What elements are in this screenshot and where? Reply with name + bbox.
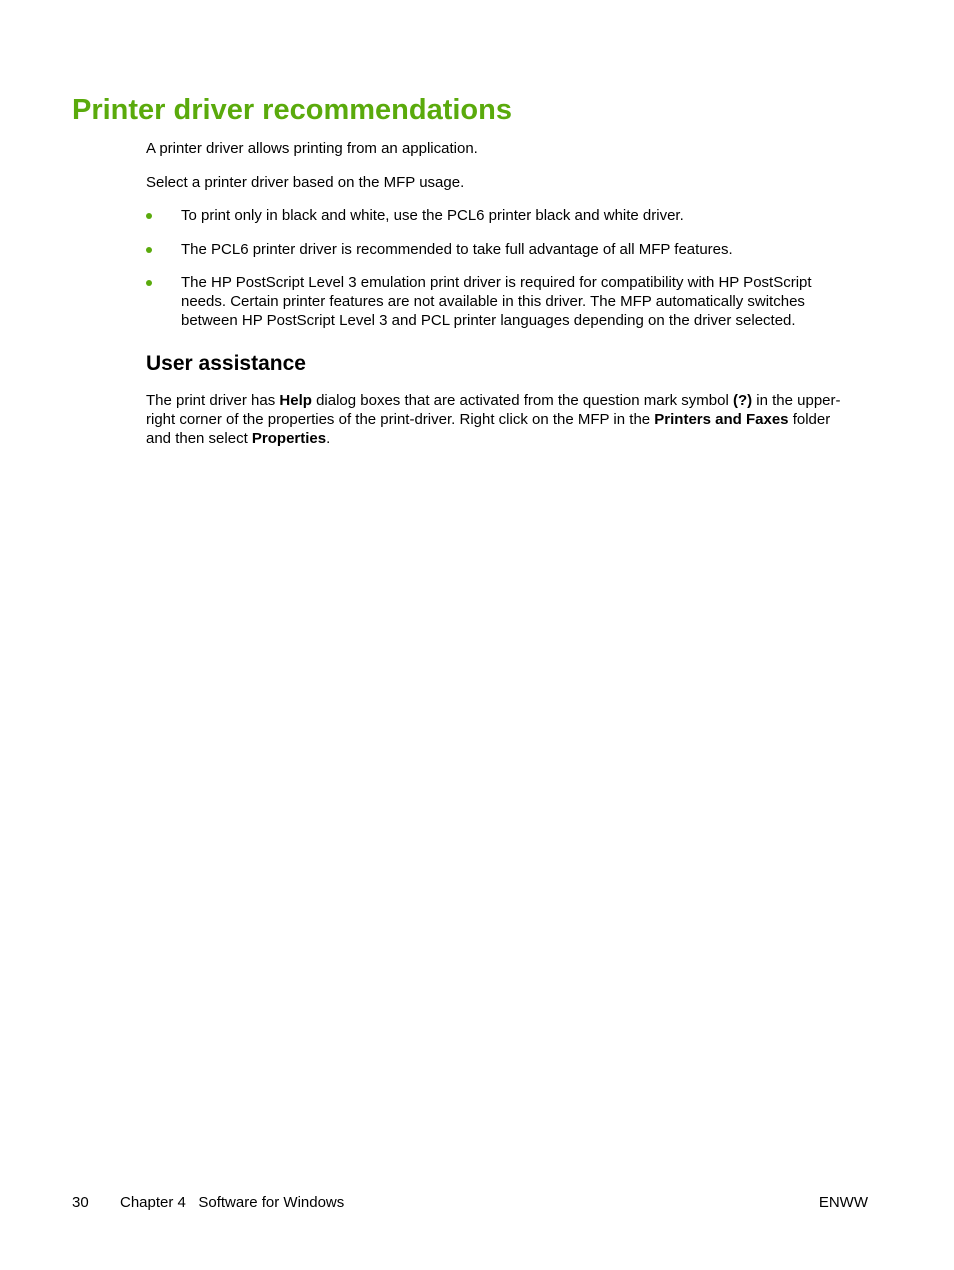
bullet-dot-icon: [146, 247, 152, 253]
printers-and-faxes-term: Printers and Faxes: [654, 411, 789, 428]
footer-page-number: 30: [72, 1194, 89, 1211]
bullet-dot-icon: [146, 213, 152, 219]
text-run: The print driver has: [146, 392, 280, 409]
bullet-1-line-1: To print only in black and white, use the PCL6 printer black and white driver.: [181, 207, 684, 224]
bullet-dot-icon: [146, 280, 152, 286]
section-heading-user-assistance: User assistance: [146, 352, 306, 375]
text-run: folder: [788, 411, 831, 428]
text-run: in the upper-: [752, 392, 841, 409]
properties-term: Properties: [251, 430, 327, 447]
footer-chapter-title: Chapter 4 Software for Windows: [120, 1194, 345, 1211]
user-assistance-line-3: [146, 429, 874, 448]
intro-paragraph-2: Select a printer driver based on the MFP usage.: [146, 174, 465, 191]
user-assistance-paragraph: [146, 391, 874, 448]
bullet-3-line-1: The HP PostScript Level 3 emulation print driver is required for compatibility with HP PostScript: [181, 274, 812, 291]
page-title: Printer driver recommendations: [72, 94, 512, 126]
user-assistance-line-1: [146, 391, 874, 410]
bullet-list: [146, 206, 866, 345]
footer-language-code: ENWW: [818, 1194, 868, 1211]
intro-paragraph-1: A printer driver allows printing from an application.: [146, 140, 478, 157]
bullet-2-line-1: The PCL6 printer driver is recommended to take full advantage of all MFP features.: [181, 240, 733, 258]
text-run: dialog boxes that are activated from the question mark symbol: [311, 392, 733, 409]
bullet-item-2: [146, 240, 866, 259]
text-run: .: [326, 430, 331, 447]
bullet-item-3: [146, 273, 866, 330]
text-run: and then select: [146, 430, 252, 447]
bullet-item-1: [146, 206, 866, 225]
text-run: right corner of the properties of the print-driver. Right click on the MFP in the: [146, 411, 655, 428]
help-term: Help: [279, 392, 312, 409]
bullet-3-line-2: needs. Certain printer features are not available in this driver. The MFP automatically switches: [181, 293, 805, 310]
bullet-3-line-3: between HP PostScript Level 3 and PCL printer languages depending on the driver selected.: [181, 312, 796, 329]
question-mark-symbol: (?): [732, 392, 753, 409]
user-assistance-line-2: [146, 410, 874, 429]
